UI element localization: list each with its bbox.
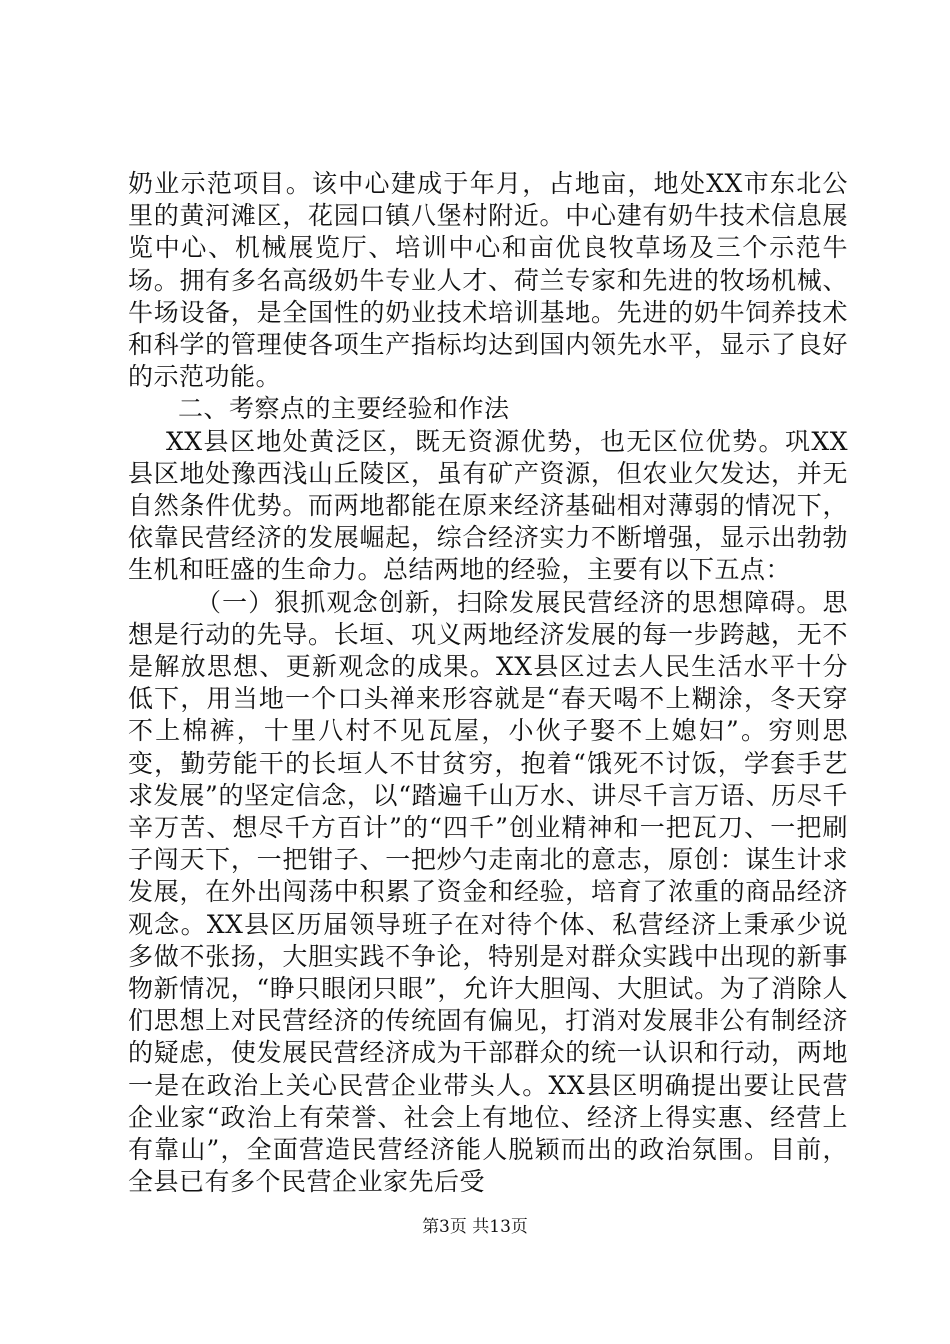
- paragraph-concept-innovation: （一）狠抓观念创新，扫除发展民营经济的思想障碍。思想是行动的先导。长垣、巩义两地经济发展的每一步跨越，无不是解放思想、更新观念的成果。XX县区过去人民生活水平十分低下，用当地一个口头禅来形容就是“春天喝不上糊涂，冬天穿不上棉裤，十里八村不见瓦屋，小伙子娶不上媳妇”。穷则思变，勤劳能干的长垣人不甘贫穷，抱着“饿死不讨饭，学套手艺求发展”的坚定信念，以“踏遍千山万水、讲尽千言万语、历尽千辛万苦、想尽千方百计”的“四千”创业精神和一把瓦刀、一把刷子闯天下，一把钳子、一把炒勺走南北的意志，原创：谋生计求发展，在外出闯荡中积累了资金和经验，培育了浓重的商品经济观念。XX县区历届领导班子在对待个体、私营经济上秉承少说多做不张扬，大胆实践不争论，特别是对群众实践中出现的新事物新情况，“睁只眼闭只眼”，允许大胆闯、大胆试。为了消除人们思想上对民营经济的传统固有偏见，打消对发展非公有制经济的疑虑，使发展民营经济成为干部群众的统一认识和行动，两地一是在政治上关心民营企业带头人。XX县区明确提出要让民营企业家“政治上有荣誉、社会上有地位、经济上得实惠、经营上有靠山”，全面营造民营经济能人脱颖而出的政治氛围。目前，全县已有多个民营企业家先后受: [128, 587, 848, 1197]
- paragraph-dairy-center: 奶业示范项目。该中心建成于年月，占地亩，地处XX市东北公里的黄河滩区，花园口镇八堡村附近。中心建有奶牛技术信息展览中心、机械展览厅、培训中心和亩优良牧草场及三个示范牛场。拥有多名高级奶牛专业人才、荷兰专家和先进的牧场机械、牛场设备，是全国性的奶业技术培训基地。先进的奶牛饲养技术和科学的管理使各项生产指标均达到国内领先水平，显示了良好的示范功能。: [128, 169, 848, 392]
- page-footer: 第3页 共13页: [422, 1217, 528, 1237]
- paragraph-overview: XX县区地处黄泛区，既无资源优势，也无区位优势。巩XX县区地处豫西浅山丘陵区，虽有矿产资源，但农业欠发达，并无自然条件优势。而两地都能在原来经济基础相对薄弱的情况下，依靠民营经济的发展崛起，综合经济实力不断增强，显示出勃勃生机和旺盛的生命力。总结两地的经验，主要有以下五点：: [128, 426, 848, 585]
- document-body: [128, 168, 848, 1199]
- section-heading: 二、考察点的主要经验和作法: [178, 394, 510, 424]
